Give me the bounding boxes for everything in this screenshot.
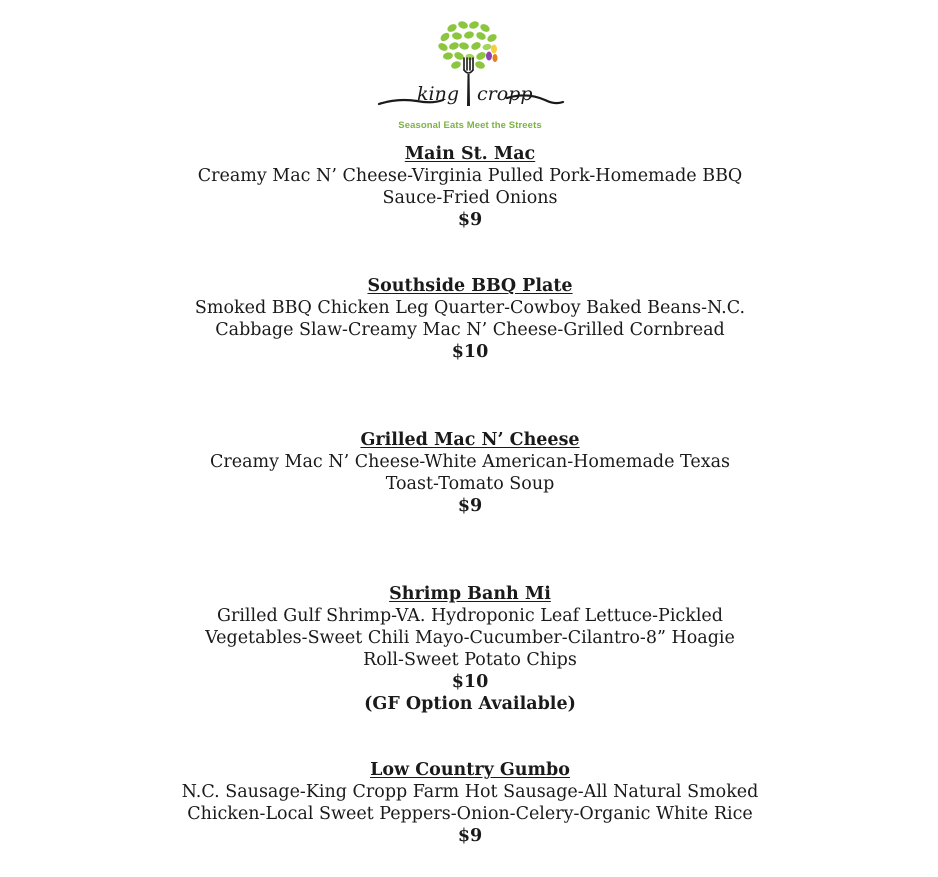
item-title: Low Country Gumbo — [370, 760, 570, 780]
item-price: $9 — [457, 496, 483, 516]
item-title: Shrimp Banh Mi — [389, 584, 551, 604]
item-description — [170, 297, 770, 341]
tree-with-fork-icon — [377, 18, 567, 118]
item-price: $10 — [451, 672, 489, 692]
item-desc-line: Vegetables-Sweet Chili Mayo-Cucumber-Cilantro-8” Hoagie — [205, 628, 735, 648]
item-title: Main St. Mac — [404, 144, 536, 164]
item-desc-line: Sauce-Fried Onions — [382, 188, 558, 208]
item-desc-line: Grilled Gulf Shrimp-VA. Hydroponic Leaf Lettuce-Pickled — [216, 606, 723, 626]
logo-text-right: cropp — [477, 83, 533, 105]
item-desc-line: N.C. Sausage-King Cropp Farm Hot Sausage-All Natural Smoked — [181, 782, 759, 802]
item-title: Southside BBQ Plate — [367, 276, 573, 296]
king-cropp-logo — [377, 18, 567, 136]
item-desc-line: Smoked BBQ Chicken Leg Quarter-Cowboy Baked Beans-N.C. — [194, 298, 746, 318]
item-price: $9 — [457, 210, 483, 230]
menu-item — [150, 429, 790, 517]
item-desc-line: Creamy Mac N’ Cheese-White American-Homemade Texas — [209, 452, 731, 472]
menu-item — [150, 143, 790, 231]
item-description — [170, 451, 770, 495]
menu-item — [150, 583, 790, 715]
menu-item — [150, 275, 790, 363]
item-desc-line: Roll-Sweet Potato Chips — [363, 650, 577, 670]
item-description — [170, 165, 770, 209]
logo-text-left: king — [417, 83, 459, 105]
item-description — [170, 781, 770, 825]
item-desc-line: Chicken-Local Sweet Peppers-Onion-Celery-Organic White Rice — [187, 804, 753, 824]
item-desc-line: Toast-Tomato Soup — [385, 474, 555, 494]
tagline: Seasonal Eats Meet the Streets — [398, 120, 542, 131]
item-desc-line: Cabbage Slaw-Creamy Mac N’ Cheese-Grilled Cornbread — [215, 320, 725, 340]
item-price: $9 — [457, 826, 483, 846]
item-description — [170, 605, 770, 671]
item-title: Grilled Mac N’ Cheese — [360, 430, 580, 450]
item-desc-line: Creamy Mac N’ Cheese-Virginia Pulled Pork-Homemade BBQ — [197, 166, 743, 186]
menu-item — [150, 759, 790, 847]
item-price: $10 — [451, 342, 489, 362]
item-note: (GF Option Available) — [364, 694, 576, 714]
